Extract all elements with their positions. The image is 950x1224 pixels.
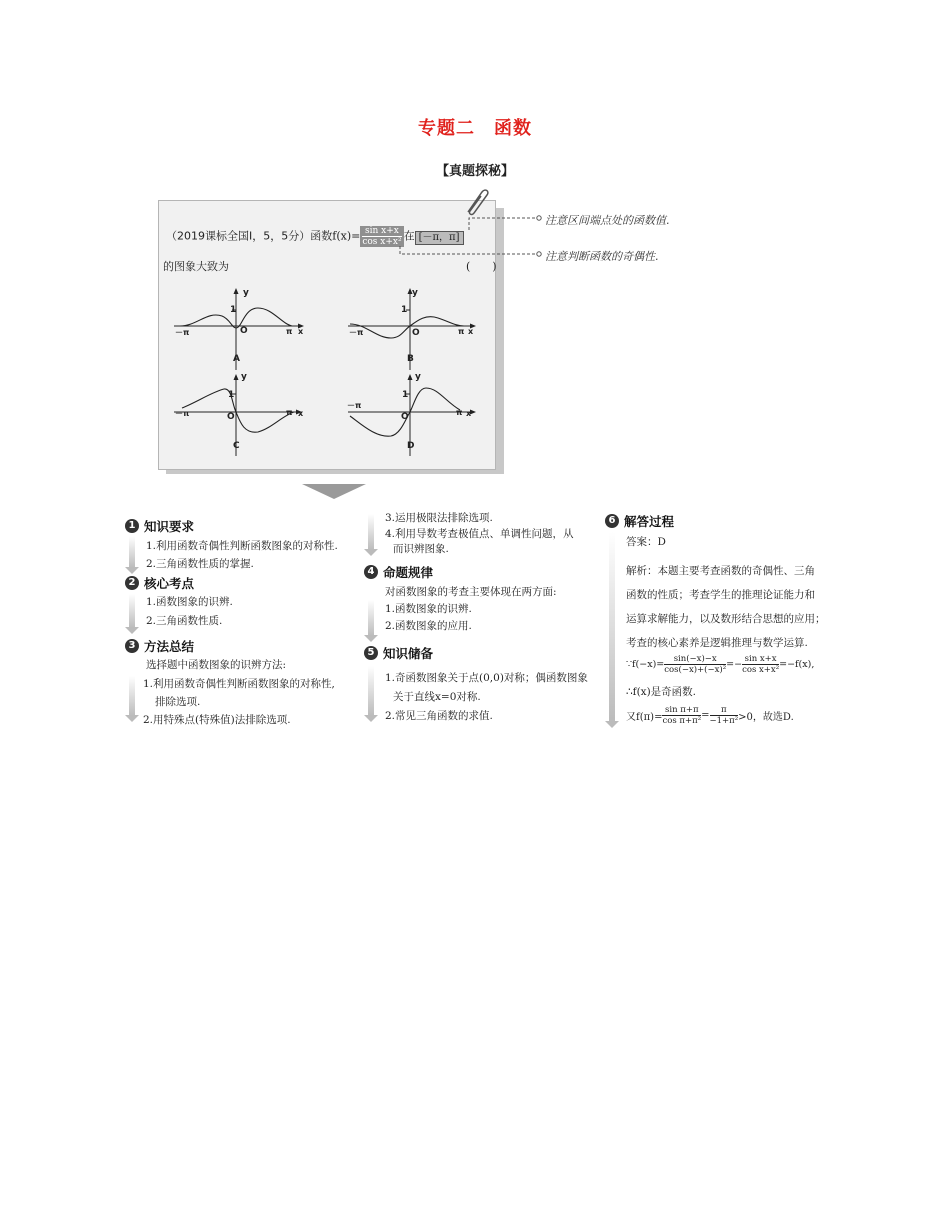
- list-item: 1.奇函数图象关于点(0,0)对称；偶函数图象: [385, 672, 588, 684]
- frac-numerator: sin x+x: [742, 654, 779, 665]
- list-item: 2.用特殊点(特殊值)法排除选项.: [143, 714, 291, 726]
- method-intro: 选择题中函数图象的识辨方法:: [146, 659, 287, 671]
- graph-b-negpi: －π: [349, 328, 364, 337]
- list-item: 关于直线x=0对称.: [393, 691, 481, 703]
- frac-numerator: sin π+π: [662, 705, 701, 716]
- flow-arrow: [129, 676, 135, 716]
- badge-6: 6: [605, 514, 619, 528]
- frac-denominator: cos x+x²: [742, 665, 780, 675]
- formula-odd: [626, 654, 814, 675]
- section-method: [125, 637, 194, 655]
- list-item: 而识辨图象.: [393, 543, 449, 555]
- badge-3: 3: [125, 639, 139, 653]
- pattern-intro: 对函数图象的考查主要体现在两方面:: [385, 586, 557, 598]
- formula-text: ∵f(−x)=: [626, 659, 665, 670]
- frac-denominator: −1+π²: [709, 716, 739, 726]
- page-title: 专题二 函数: [418, 118, 532, 139]
- note-endpoint: 注意区间端点处的函数值.: [545, 214, 670, 227]
- graph-a-origin: O: [240, 326, 248, 336]
- analysis-line: 考查的核心素养是逻辑推理与数学运算.: [626, 637, 808, 649]
- section-title: 核心考点: [144, 576, 195, 591]
- formula-text: =−f(x),: [779, 659, 815, 670]
- graph-b-x: x: [468, 327, 474, 336]
- section-title: 知识储备: [383, 646, 434, 661]
- graph-a-y: y: [243, 288, 249, 298]
- graph-b-pi: π: [458, 327, 465, 336]
- fraction: [710, 705, 739, 726]
- interval-box: [－π，π]: [415, 231, 464, 245]
- list-item: 1.利用函数奇偶性判断函数图象的对称性.: [146, 540, 338, 552]
- graph-d-one: 1: [402, 390, 409, 400]
- graph-c-y: y: [241, 372, 247, 382]
- list-item: 2.三角函数性质的掌握.: [146, 558, 254, 570]
- graph-b-one: 1: [401, 305, 408, 315]
- list-item: 2.函数图象的应用.: [385, 620, 472, 632]
- fraction: [664, 654, 726, 675]
- answer-line: 答案：D: [626, 536, 666, 548]
- frac-denominator: cos(−x)+(−x)²: [664, 665, 727, 675]
- graph-d: [346, 372, 486, 458]
- list-item: 2.三角函数性质.: [146, 615, 223, 627]
- down-arrow-icon: [302, 484, 366, 500]
- graph-c-pi: π: [286, 408, 293, 417]
- list-item: 1.函数图象的识辨.: [385, 603, 472, 615]
- graph-a-one: 1: [230, 305, 237, 315]
- flow-arrow: [368, 514, 374, 550]
- graph-c-one: 1: [228, 390, 235, 400]
- fraction: [662, 705, 701, 726]
- question-line2: 的图象大致为: [163, 260, 229, 273]
- list-item: 3.运用极限法排除选项.: [385, 512, 493, 524]
- frac-denominator: cos x+x²: [362, 237, 402, 247]
- section-pattern: [364, 563, 433, 581]
- section-title: 知识要求: [144, 519, 195, 534]
- analysis-block: [626, 559, 826, 655]
- list-item: 2.常见三角函数的求值.: [385, 710, 493, 722]
- fraction: [742, 654, 779, 675]
- badge-2: 2: [125, 576, 139, 590]
- section-reserve: [364, 644, 433, 662]
- frac-numerator: sin(−x)−x: [664, 654, 726, 665]
- note-parity: 注意判断函数的奇偶性.: [545, 250, 659, 263]
- flow-arrow: [609, 532, 615, 722]
- flow-arrow: [129, 536, 135, 568]
- graph-c-x: x: [298, 409, 304, 418]
- section-solution: [605, 512, 674, 530]
- graph-c-origin: O: [227, 412, 235, 422]
- section-subtitle: 【真题探秘】: [435, 164, 514, 179]
- section-knowledge: [125, 517, 194, 535]
- graph-d-y: y: [415, 372, 421, 382]
- list-item: 1.利用函数奇偶性判断函数图象的对称性,: [143, 678, 335, 690]
- flow-arrow: [368, 666, 374, 716]
- badge-4: 4: [364, 565, 378, 579]
- list-item: 排除选项.: [155, 696, 201, 708]
- graph-a-x: x: [298, 327, 304, 336]
- graph-c-label: C: [233, 441, 240, 451]
- flow-arrow: [129, 594, 135, 628]
- badge-1: 1: [125, 519, 139, 533]
- graph-a-negpi: －π: [175, 328, 190, 337]
- section-title: 命题规律: [383, 565, 434, 580]
- graph-d-label: D: [407, 441, 415, 451]
- graph-a-label: A: [233, 354, 240, 364]
- graph-b-label: B: [407, 354, 414, 364]
- graph-b-origin: O: [412, 328, 420, 338]
- section-title: 解答过程: [624, 514, 675, 529]
- frac-numerator: π: [710, 705, 739, 716]
- formula-text: 又f(π)=: [626, 712, 663, 723]
- formula-text: =−: [726, 659, 743, 670]
- graph-d-pi: π: [456, 408, 463, 417]
- stem-prefix: 函数f(x)=: [310, 229, 361, 243]
- odd-conclusion: ∴f(x)是奇函数.: [626, 686, 697, 698]
- formula-text: =: [701, 710, 710, 721]
- question-source: （2019课标全国Ⅰ，5，5分）: [166, 229, 311, 243]
- graph-b-y: y: [412, 288, 418, 298]
- graph-c-negpi: －π: [175, 409, 190, 418]
- graph-d-negpi: －π: [347, 401, 362, 410]
- graph-a-pi: π: [286, 327, 293, 336]
- analysis-line: 解析：本题主要考查函数的奇偶性、三角: [626, 565, 815, 577]
- stem-mid: 在: [403, 229, 415, 243]
- annotation-lines: [395, 210, 545, 262]
- graph-d-x: x: [466, 409, 472, 418]
- graph-d-origin: O: [401, 412, 409, 422]
- badge-5: 5: [364, 646, 378, 660]
- section-title: 方法总结: [144, 639, 195, 654]
- frac-numerator: sin x+x: [362, 226, 401, 237]
- analysis-line: 运算求解能力，以及数形结合思想的应用；: [626, 613, 826, 625]
- frac-denominator: cos π+π²: [662, 716, 702, 726]
- formula-text: >0，故选D.: [738, 712, 794, 723]
- answer-parens: ( ): [466, 260, 497, 273]
- list-item: 1.函数图象的识辨.: [146, 596, 233, 608]
- formula-value: [626, 705, 794, 726]
- section-core: [125, 574, 194, 592]
- analysis-line: 函数的性质；考查学生的推理论证能力和: [626, 589, 815, 601]
- flow-arrow: [368, 600, 374, 636]
- list-item: 4.利用导数考查极值点、单调性问题，从: [385, 528, 574, 540]
